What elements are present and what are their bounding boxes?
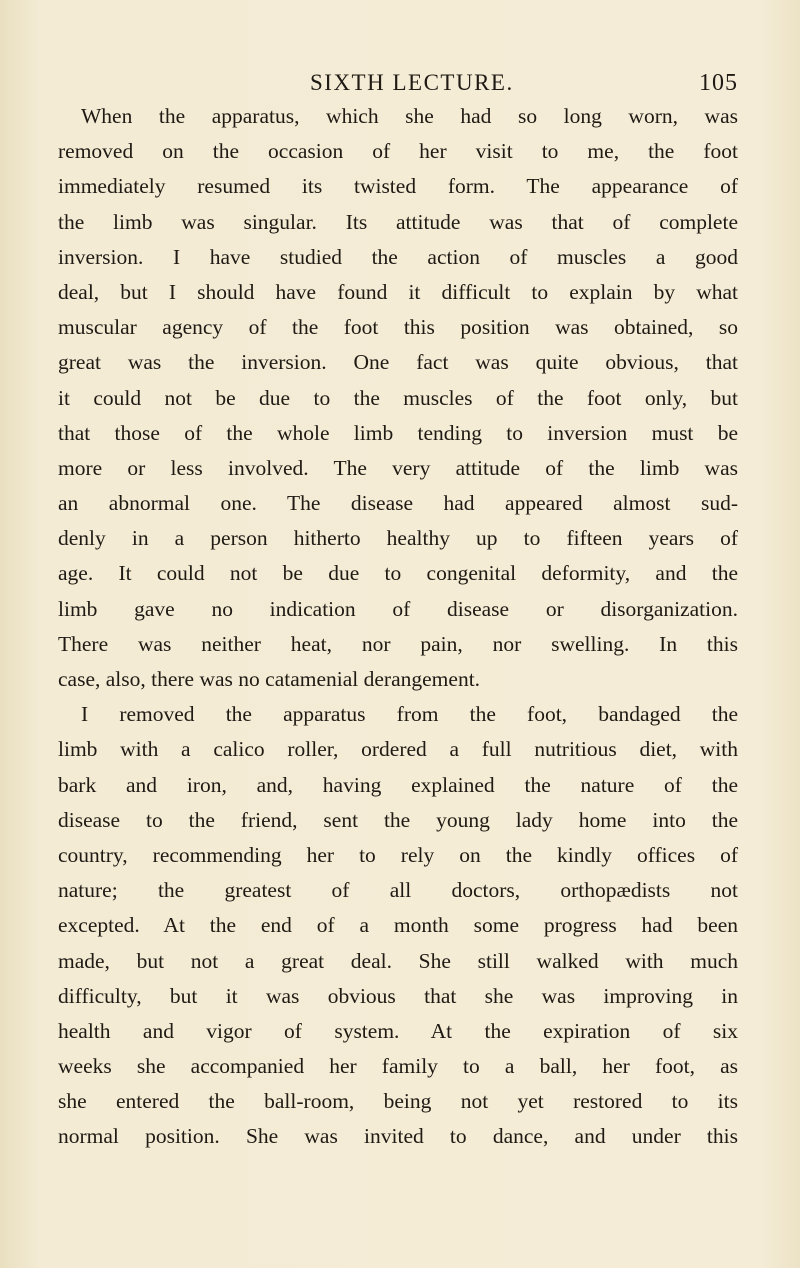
text-line: country, recommending her to rely on the kindly offices of	[58, 842, 738, 867]
text-line: normal position. She was invited to dance, and under this	[58, 1124, 738, 1149]
text-line: more or less involved. The very attitude of the limb was	[58, 455, 738, 480]
running-head: SIXTH LECTURE.	[310, 70, 514, 95]
page-number: 105	[699, 70, 738, 96]
text-line: made, but not a great deal. She still walked with much	[58, 948, 738, 973]
text-line: When the apparatus, which she had so long worn, was	[81, 104, 738, 128]
text-line: an abnormal one. The disease had appeared almost sud-	[58, 491, 738, 516]
text-line: it could not be due to the muscles of the foot only, but	[58, 385, 738, 410]
text-line: denly in a person hitherto healthy up to fifteen years of	[58, 526, 738, 551]
text-line: nature; the greatest of all doctors, orthopædists not	[58, 878, 738, 903]
text-line: disease to the friend, sent the young lady home into the	[58, 807, 738, 832]
text-line: weeks she accompanied her family to a ball, her foot, as	[58, 1054, 738, 1079]
text-line: age. It could not be due to congenital deformity, and the	[58, 561, 738, 586]
text-line: bark and iron, and, having explained the nature of the	[58, 772, 738, 797]
text-line: difficulty, but it was obvious that she was improving in	[58, 983, 738, 1008]
text-line: case, also, there was no catamenial derangement.	[58, 667, 481, 691]
text-line: removed on the occasion of her visit to me, the foot	[58, 139, 738, 164]
text-line: the limb was singular. Its attitude was that of complete	[58, 209, 738, 234]
text-line: great was the inversion. One fact was quite obvious, that	[58, 350, 738, 375]
text-line: muscular agency of the foot this position was obtained, so	[58, 315, 738, 340]
text-line: excepted. At the end of a month some progress had been	[58, 913, 738, 938]
text-line: health and vigor of system. At the expiration of six	[58, 1018, 738, 1043]
text-line: limb with a calico roller, ordered a full nutritious diet, with	[58, 737, 738, 762]
body-text	[58, 99, 738, 1155]
text-line: immediately resumed its twisted form. The appearance of	[58, 174, 738, 199]
text-line: There was neither heat, nor pain, nor swelling. In this	[58, 631, 738, 656]
text-line: I removed the apparatus from the foot, bandaged the	[81, 702, 738, 727]
text-line: limb gave no indication of disease or disorganization.	[58, 596, 738, 621]
text-line: she entered the ball-room, being not yet restored to its	[58, 1089, 738, 1114]
text-line: inversion. I have studied the action of muscles a good	[58, 244, 738, 269]
text-line: that those of the whole limb tending to inversion must be	[58, 420, 738, 445]
text-line: deal, but I should have found it difficult to explain by what	[58, 279, 738, 304]
